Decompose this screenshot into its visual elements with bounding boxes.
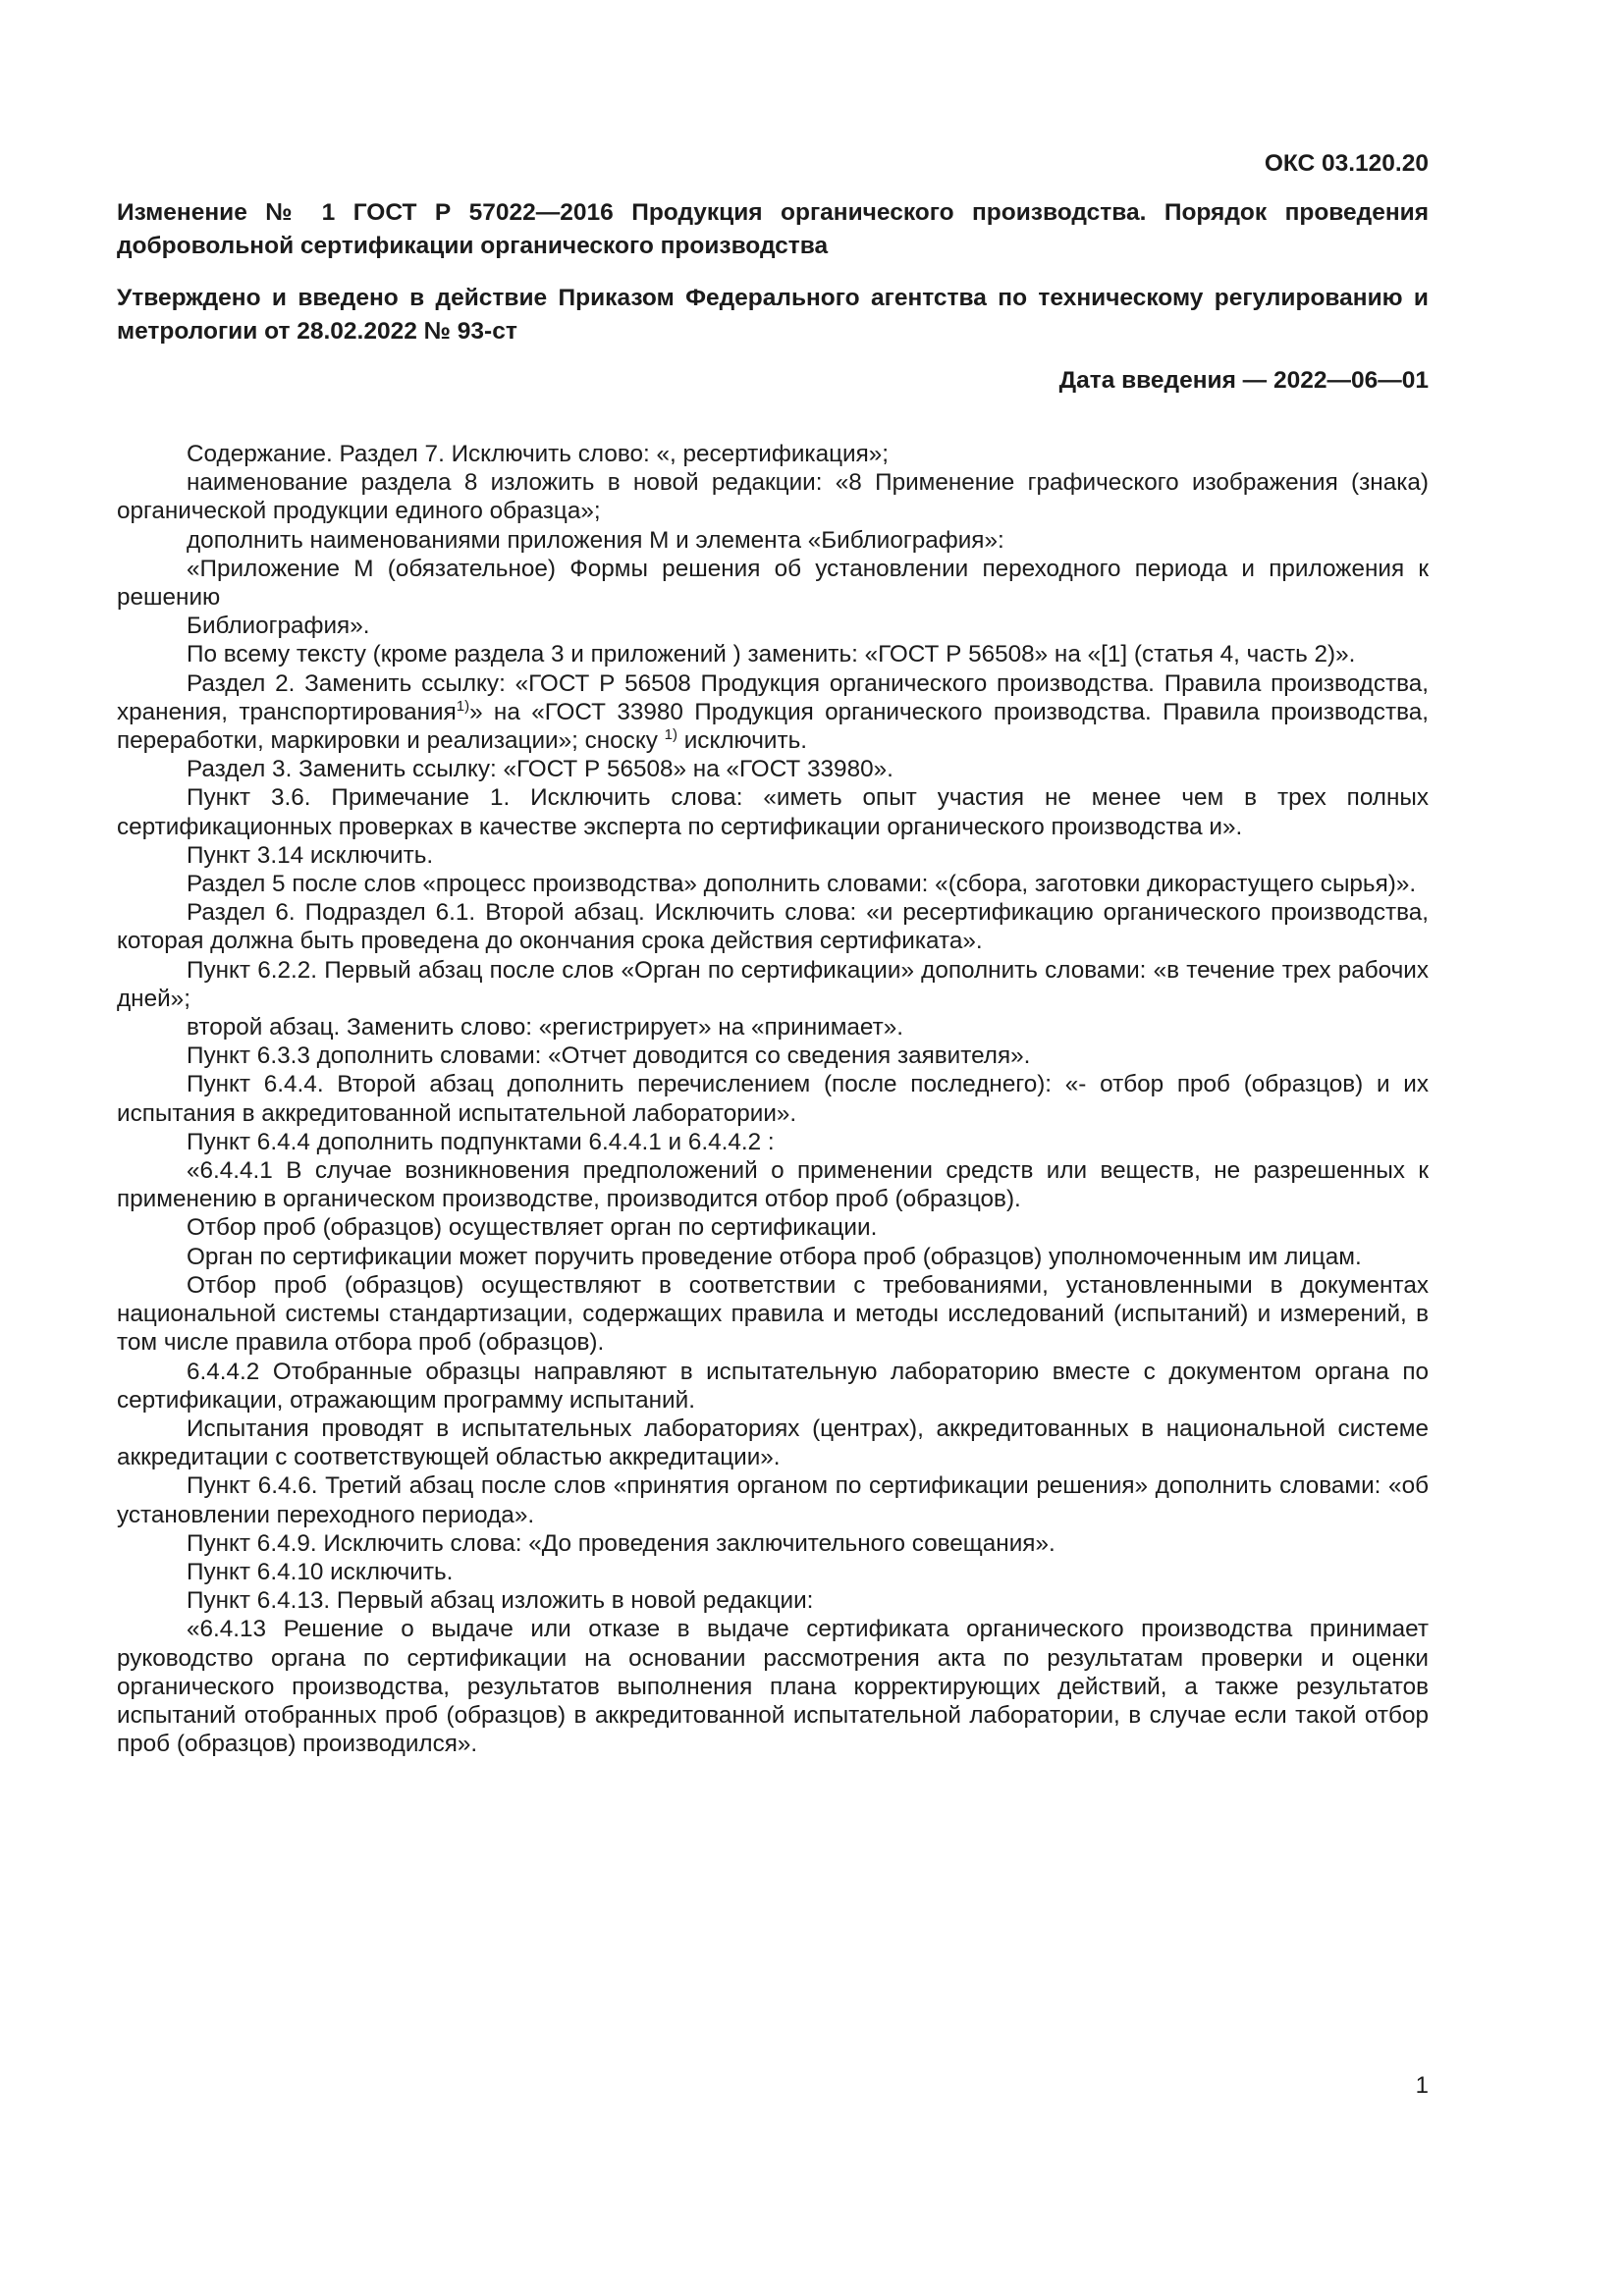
introduction-date: Дата введения — 2022—06—01	[1058, 367, 1429, 394]
paragraph: 6.4.4.2 Отобранные образцы направляют в испытательную лабораторию вместе с документом органа по сертификации, отражающим программу испытаний.	[117, 1358, 1429, 1414]
paragraph: «6.4.13 Решение о выдаче или отказе в выдаче сертификата органического производства принимает руководство органа по сертификации на основании рассмотрения акта по результатам проверки и оценки органического производства, результатов выполнения плана корректирующих действий, а также результатов испытаний отобранных проб (образцов) в аккредитованной испытательной лаборатории, в случае если такой отбор проб (образцов) производился».	[117, 1616, 1429, 1758]
paragraph-text: исключить.	[677, 727, 807, 755]
paragraph: второй абзац. Заменить слово: «регистрирует» на «принимает».	[187, 1014, 904, 1041]
paragraph: Пункт 6.4.9. Исключить слова: «До проведения заключительного совещания».	[187, 1529, 1056, 1557]
amendment-title: Изменение № 1 ГОСТ Р 57022—2016 Продукция органического производства. Порядок проведения добровольной сертификации органического производства	[117, 199, 1429, 259]
paragraph: Пункт 6.4.10 исключить.	[187, 1558, 454, 1585]
paragraph: Пункт 6.3.3 дополнить словами: «Отчет доводится со сведения заявителя».	[187, 1042, 1031, 1070]
paragraph: Отбор проб (образцов) осуществляют в соответствии с требованиями, установленными в документах национальной системы стандартизации, содержащих правила и методы исследований (испытаний) и измерений, в том числе правила отбора проб (образцов).	[117, 1271, 1429, 1357]
paragraph: Орган по сертификации может поручить проведение отбора проб (образцов) уполномоченным им лицам.	[187, 1243, 1362, 1270]
paragraph: Пункт 6.4.4. Второй абзац дополнить перечислением (после последнего): «- отбор проб (образцов) и их испытания в аккредитованной испытательной лаборатории».	[117, 1071, 1429, 1127]
paragraph: Раздел 5 после слов «процесс производства» дополнить словами: «(сбора, заготовки дикорастущего сырья)».	[187, 871, 1417, 898]
paragraph: По всему тексту (кроме раздела 3 и приложений ) заменить: «ГОСТ Р 56508» на «[1] (статья 4, часть 2)».	[187, 641, 1356, 668]
paragraph: Пункт 6.2.2. Первый абзац после слов «Орган по сертификации» дополнить словами: «в течение трех рабочих дней»;	[117, 956, 1429, 1012]
approval-statement: Утверждено и введено в действие Приказом Федерального агентства по техническому регулированию и метрологии от 28.02.2022 № 93-ст	[117, 285, 1429, 345]
paragraph: Отбор проб (образцов) осуществляет орган по сертификации.	[187, 1214, 878, 1242]
document-body	[117, 440, 1429, 1758]
paragraph: дополнить наименованиями приложения М и элемента «Библиография»:	[187, 526, 1004, 554]
paragraph: Раздел 3. Заменить ссылку: «ГОСТ Р 56508» на «ГОСТ 33980».	[187, 756, 893, 783]
paragraph-with-footnote	[117, 669, 1429, 756]
paragraph-text: Раздел 2. Заменить ссылку: «ГОСТ Р 56508 Продукция органического производства. Правила производства, хранения, транспортирования	[117, 669, 1429, 725]
paragraph: Испытания проводят в испытательных лабораториях (центрах), аккредитованных в национальной системе аккредитации с соответствующей областью аккредитации».	[117, 1415, 1429, 1471]
paragraph: Пункт 3.6. Примечание 1. Исключить слова: «иметь опыт участия не менее чем в трех полных сертификационных проверках в качестве эксперта по сертификации органического производства и».	[117, 784, 1429, 840]
page-number: 1	[1415, 2072, 1429, 2099]
paragraph: наименование раздела 8 изложить в новой редакции: «8 Применение графического изображения (знака) органической продукции единого образца»;	[117, 469, 1429, 525]
paragraph: Пункт 6.4.4 дополнить подпунктами 6.4.4.1 и 6.4.4.2 :	[187, 1128, 775, 1155]
paragraph: Содержание. Раздел 7. Исключить слово: «, ресертификация»;	[187, 441, 890, 467]
paragraph: «Приложение М (обязательное) Формы решения об установлении переходного периода и приложения к решению	[117, 555, 1429, 612]
paragraph: Пункт 6.4.13. Первый абзац изложить в новой редакции:	[187, 1587, 814, 1615]
classification-code: ОКС 03.120.20	[1264, 150, 1429, 177]
paragraph: Пункт 6.4.6. Третий абзац после слов «принятия органом по сертификации решения» дополнить словами: «об установлении переходного периода».	[117, 1472, 1429, 1528]
footnote-marker: 1)	[664, 726, 677, 744]
paragraph-text: » на «ГОСТ 33980 Продукция органического производства. Правила производства, переработки, маркировки и реализации»; сноску	[117, 698, 1429, 755]
footnote-marker: 1)	[456, 697, 470, 715]
paragraph: Пункт 3.14 исключить.	[187, 841, 434, 869]
paragraph: Библиография».	[187, 613, 370, 640]
paragraph: «6.4.4.1 В случае возникновения предположений о применении средств или веществ, не разрешенных к применению в органическом производстве, производится отбор проб (образцов).	[117, 1157, 1429, 1213]
paragraph: Раздел 6. Подраздел 6.1. Второй абзац. Исключить слова: «и ресертификацию органического производства, которая должна быть проведена до окончания срока действия сертификата».	[117, 899, 1429, 955]
